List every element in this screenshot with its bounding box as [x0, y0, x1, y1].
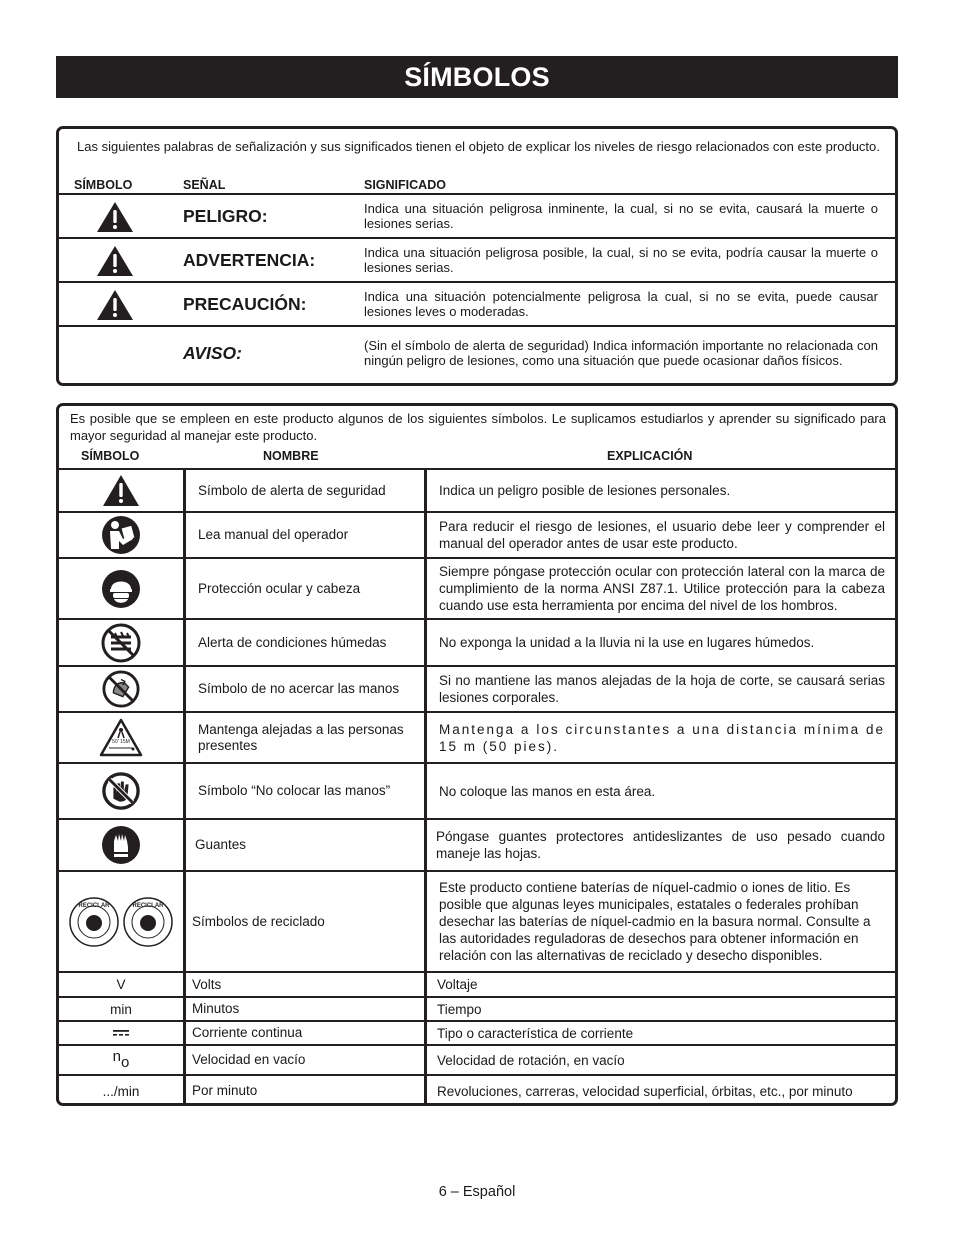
symbol-text: .../min — [102, 1083, 140, 1099]
symbol-explanation: Tipo o característica de corriente — [437, 1025, 634, 1041]
page-footer — [0, 1184, 954, 1200]
table-row — [59, 1020, 895, 1044]
table-row — [59, 665, 895, 711]
symbol-name: Símbolo “No colocar las manos” — [198, 783, 391, 798]
symbol-explanation: Indica un peligro posible de lesiones personales. — [439, 483, 731, 498]
signal-header-meaning: SIGNIFICADO — [364, 178, 446, 192]
table-row — [59, 1044, 895, 1074]
symbols-panel — [56, 403, 898, 1106]
symbol-explanation: Velocidad de rotación, en vacío — [437, 1052, 625, 1068]
safety-alert-icon — [95, 201, 135, 233]
table-row — [59, 971, 895, 996]
symbol-name: Alerta de condiciones húmedas — [198, 634, 387, 650]
recycle-seal-label: RECICLAR — [78, 902, 110, 909]
signal-word: AVISO: — [183, 342, 242, 363]
keep-hands-away-icon — [102, 670, 140, 708]
symbol-name: Lea manual del operador — [198, 527, 349, 542]
symbol-explanation: Revoluciones, carreras, velocidad superficial, órbitas, etc., por minuto — [437, 1083, 853, 1099]
table-row — [59, 818, 895, 870]
safety-alert-icon — [101, 474, 141, 508]
safety-alert-icon — [95, 245, 135, 277]
signal-meaning: Indica una situación peligrosa inminente, la cual, si no se evita, causará la muerte o lesiones serias. — [364, 200, 878, 231]
signal-meaning: (Sin el símbolo de alerta de seguridad) Indica información importante no relacionada con ningún peligro de lesiones, como una situación que puede ocasionar daños físicos. — [364, 337, 878, 368]
signal-word: PELIGRO: — [183, 205, 268, 226]
signal-row-peligro — [59, 193, 895, 237]
symbol-text: n — [112, 1047, 121, 1065]
symbol-text: min — [110, 1001, 132, 1017]
read-manual-icon — [101, 515, 141, 555]
symbol-subscript: o — [121, 1053, 130, 1071]
signal-words-panel — [56, 126, 898, 386]
direct-current-icon — [113, 1029, 129, 1037]
symbol-name: Corriente continua — [192, 1025, 303, 1040]
table-row — [59, 511, 895, 557]
page-title: SÍMBOLOS — [56, 56, 898, 98]
symbol-explanation: Tiempo — [437, 1001, 482, 1017]
wet-conditions-icon — [101, 623, 141, 663]
no-hands-icon — [102, 772, 140, 810]
symbol-name: Por minuto — [192, 1083, 258, 1098]
symbol-explanation: Este producto contiene baterías de níquel-cadmio o iones de litio. Es posible que algunas leyes municipales, estatales o federales prohíban desechar las baterías de níquel-cadmio en la basura normal. Consulte a las autoridades reguladoras de desechos para obtener información en relación con las alternativas de reciclado y desecho disponibles. — [439, 880, 871, 963]
bystander-distance-label: 50' 15M — [112, 738, 130, 745]
symbol-name: Guantes — [195, 837, 247, 852]
symbol-name: Minutos — [192, 1001, 240, 1016]
symbol-name: Mantenga alejadas a las personas presentes — [198, 721, 404, 753]
signal-word: ADVERTENCIA: — [183, 249, 316, 270]
signal-row-advertencia — [59, 237, 895, 281]
safety-alert-icon — [95, 289, 135, 321]
table-row — [59, 1074, 895, 1106]
signal-header-symbol: SÍMBOLO — [74, 178, 133, 192]
signal-row-precaucion — [59, 281, 895, 325]
symbols-intro: Es posible que se empleen en este producto algunos de los siguientes símbolos. Le suplicamos estudiarlos y aprender su significado para mayor seguridad al manejar este producto. — [70, 411, 886, 443]
symbols-header-explanation: EXPLICACIÓN — [607, 449, 693, 463]
symbol-explanation: No coloque las manos en esta área. — [439, 783, 656, 799]
signal-meaning: Indica una situación peligrosa posible, la cual, si no se evita, podría causar la muerte o lesiones serias. — [364, 244, 878, 275]
symbol-explanation: Póngase guantes protectores antideslizantes de uso pesado cuando maneje las hojas. — [436, 829, 885, 861]
symbol-explanation: Voltaje — [437, 977, 478, 992]
signal-meaning: Indica una situación potencialmente peligrosa la cual, si no se evita, puede causar lesiones leves o moderadas. — [364, 288, 878, 319]
recycle-seal-label: RECICLAR — [132, 902, 164, 909]
symbol-explanation: Si no mantiene las manos alejadas de la hoja de corte, se causará serias lesiones corporales. — [439, 673, 885, 705]
symbol-name: Símbolo de alerta de seguridad — [198, 482, 386, 498]
symbols-header-symbol: SÍMBOLO — [81, 449, 140, 463]
signal-header-signal: SEÑAL — [183, 178, 226, 192]
symbol-explanation: Siempre póngase protección ocular con protección lateral con la marca de cumplimiento de la norma ANSI Z87.1. Utilice protección para la cabeza cuando use esta herramienta por encima del nivel de los hombros. — [439, 564, 885, 613]
symbol-name: Protección ocular y cabeza — [198, 580, 361, 596]
gloves-icon — [101, 825, 141, 865]
signal-word: PRECAUCIÓN: — [183, 293, 307, 314]
symbol-explanation: Mantenga a los circunstantes a una distancia mínima de 15 m (50 pies). — [439, 721, 885, 754]
symbols-header-name: NOMBRE — [263, 449, 319, 463]
table-row — [59, 996, 895, 1020]
symbol-name: Símbolo de no acercar las manos — [198, 681, 400, 696]
recycle-seal-icon — [123, 897, 173, 947]
symbol-explanation: Para reducir el riesgo de lesiones, el usuario debe leer y comprender el manual del operador antes de usar este producto. — [439, 519, 885, 551]
eye-head-protection-icon — [101, 569, 141, 609]
symbol-text: V — [116, 977, 126, 992]
table-row — [59, 468, 895, 511]
recycle-seal-icon — [69, 897, 119, 947]
symbol-name: Símbolos de reciclado — [192, 913, 325, 929]
table-row — [59, 870, 895, 971]
signal-row-aviso — [59, 325, 895, 383]
symbol-explanation: No exponga la unidad a la lluvia ni la use en lugares húmedos. — [439, 635, 815, 650]
page-number: 6 – Español — [438, 1184, 516, 1200]
signal-intro: Las siguientes palabras de señalización y sus significados tienen el objeto de explicar los niveles de riesgo relacionados con este producto. — [77, 139, 880, 154]
symbol-name: Velocidad en vacío — [192, 1052, 306, 1067]
table-row — [59, 711, 895, 762]
table-row — [59, 618, 895, 665]
symbol-name: Volts — [192, 976, 222, 992]
table-row — [59, 557, 895, 618]
table-row — [59, 762, 895, 818]
keep-bystanders-away-icon — [99, 718, 143, 758]
